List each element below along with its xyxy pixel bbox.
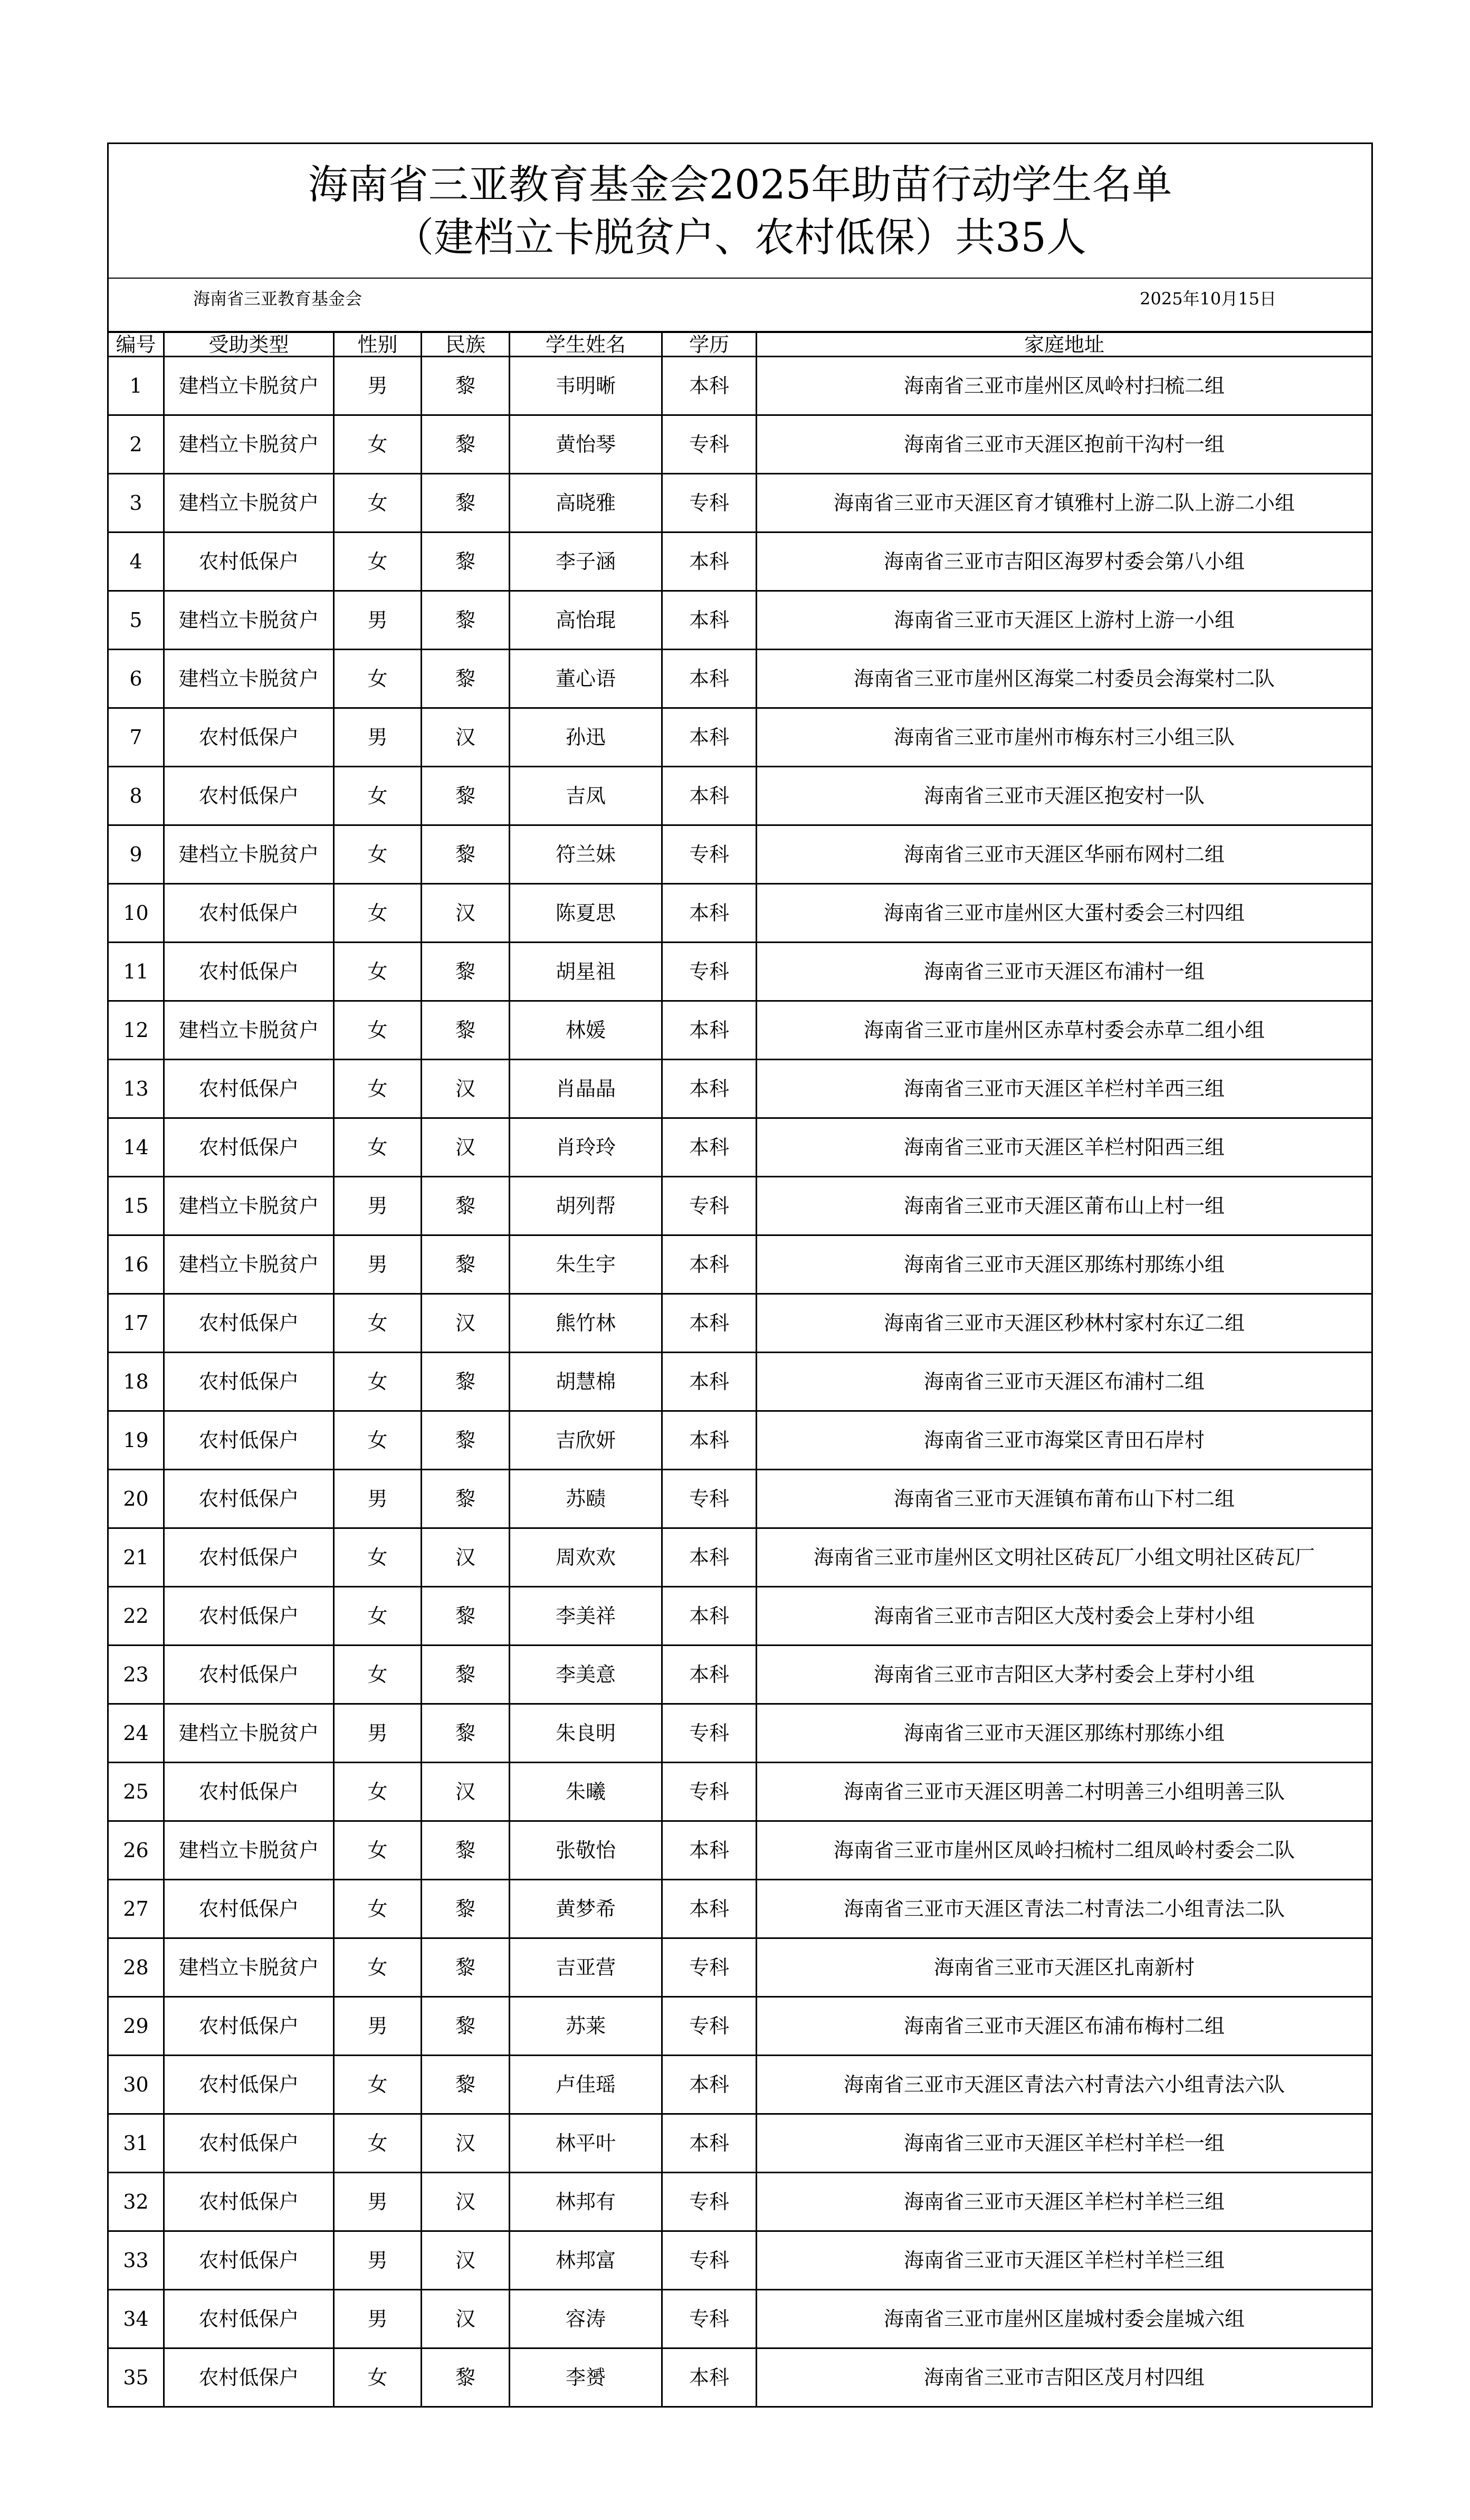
cell-student-name: 卢佳瑶 bbox=[510, 2056, 662, 2114]
cell-gender: 女 bbox=[334, 1294, 422, 1353]
cell-aid-type: 农村低保户 bbox=[164, 767, 334, 825]
cell-education: 本科 bbox=[662, 2114, 757, 2173]
cell-number: 20 bbox=[108, 1470, 164, 1528]
cell-ethnicity: 黎 bbox=[422, 1177, 510, 1235]
cell-number: 19 bbox=[108, 1411, 164, 1470]
cell-gender: 女 bbox=[334, 1646, 422, 1704]
cell-gender: 男 bbox=[334, 1997, 422, 2056]
cell-gender: 女 bbox=[334, 1880, 422, 1938]
cell-address: 海南省三亚市天涯区抱前干沟村一组 bbox=[757, 415, 1372, 474]
cell-aid-type: 农村低保户 bbox=[164, 708, 334, 767]
cell-education: 专科 bbox=[662, 2290, 757, 2348]
cell-ethnicity: 黎 bbox=[422, 532, 510, 591]
cell-aid-type: 建档立卡脱贫户 bbox=[164, 357, 334, 415]
cell-number: 27 bbox=[108, 1880, 164, 1938]
cell-ethnicity: 汉 bbox=[422, 2231, 510, 2290]
table-row bbox=[108, 2231, 1372, 2290]
cell-ethnicity: 黎 bbox=[422, 2056, 510, 2114]
cell-number: 26 bbox=[108, 1821, 164, 1880]
cell-aid-type: 农村低保户 bbox=[164, 1118, 334, 1177]
cell-address: 海南省三亚市天涯区那练村那练小组 bbox=[757, 1704, 1372, 1763]
cell-address: 海南省三亚市天涯区华丽布网村二组 bbox=[757, 825, 1372, 884]
cell-student-name: 肖玲玲 bbox=[510, 1118, 662, 1177]
cell-ethnicity: 黎 bbox=[422, 1997, 510, 2056]
cell-education: 专科 bbox=[662, 1177, 757, 1235]
cell-address: 海南省三亚市天涯区羊栏村羊西三组 bbox=[757, 1060, 1372, 1118]
cell-number: 25 bbox=[108, 1763, 164, 1821]
cell-gender: 男 bbox=[334, 1704, 422, 1763]
cell-number: 5 bbox=[108, 591, 164, 650]
cell-student-name: 韦明晰 bbox=[510, 357, 662, 415]
cell-gender: 女 bbox=[334, 2056, 422, 2114]
cell-address: 海南省三亚市天涯镇布莆布山下村二组 bbox=[757, 1470, 1372, 1528]
cell-student-name: 肖晶晶 bbox=[510, 1060, 662, 1118]
cell-education: 专科 bbox=[662, 1704, 757, 1763]
cell-aid-type: 农村低保户 bbox=[164, 1880, 334, 1938]
cell-number: 10 bbox=[108, 884, 164, 943]
cell-gender: 女 bbox=[334, 767, 422, 825]
cell-student-name: 高怡琨 bbox=[510, 591, 662, 650]
table-row bbox=[108, 1938, 1372, 1997]
cell-aid-type: 建档立卡脱贫户 bbox=[164, 591, 334, 650]
table-row bbox=[108, 884, 1372, 943]
table-row bbox=[108, 357, 1372, 415]
student-list-sheet bbox=[107, 142, 1371, 2408]
header-ethnicity: 民族 bbox=[422, 332, 510, 357]
cell-address: 海南省三亚市天涯区抱安村一队 bbox=[757, 767, 1372, 825]
cell-gender: 女 bbox=[334, 1353, 422, 1411]
cell-address: 海南省三亚市崖州区赤草村委会赤草二组小组 bbox=[757, 1001, 1372, 1060]
cell-student-name: 李美祥 bbox=[510, 1587, 662, 1646]
cell-education: 专科 bbox=[662, 943, 757, 1001]
cell-number: 35 bbox=[108, 2348, 164, 2407]
cell-aid-type: 农村低保户 bbox=[164, 1411, 334, 1470]
cell-student-name: 黄怡琴 bbox=[510, 415, 662, 474]
org-date-row bbox=[108, 278, 1372, 332]
cell-address: 海南省三亚市崖州区文明社区砖瓦厂小组文明社区砖瓦厂 bbox=[757, 1528, 1372, 1587]
cell-gender: 女 bbox=[334, 650, 422, 708]
cell-education: 本科 bbox=[662, 1880, 757, 1938]
cell-number: 8 bbox=[108, 767, 164, 825]
cell-student-name: 黄梦希 bbox=[510, 1880, 662, 1938]
cell-aid-type: 农村低保户 bbox=[164, 943, 334, 1001]
cell-aid-type: 农村低保户 bbox=[164, 2114, 334, 2173]
cell-student-name: 朱良明 bbox=[510, 1704, 662, 1763]
cell-address: 海南省三亚市天涯区秒林村家村东辽二组 bbox=[757, 1294, 1372, 1353]
cell-ethnicity: 黎 bbox=[422, 1704, 510, 1763]
cell-education: 本科 bbox=[662, 884, 757, 943]
header-education: 学历 bbox=[662, 332, 757, 357]
table-row bbox=[108, 1821, 1372, 1880]
cell-aid-type: 建档立卡脱贫户 bbox=[164, 650, 334, 708]
cell-number: 30 bbox=[108, 2056, 164, 2114]
cell-aid-type: 农村低保户 bbox=[164, 1587, 334, 1646]
table-row bbox=[108, 1763, 1372, 1821]
cell-address: 海南省三亚市天涯区羊栏村羊栏三组 bbox=[757, 2173, 1372, 2231]
cell-address: 海南省三亚市崖州区凤岭村扫梳二组 bbox=[757, 357, 1372, 415]
cell-ethnicity: 黎 bbox=[422, 357, 510, 415]
cell-aid-type: 农村低保户 bbox=[164, 1470, 334, 1528]
organization-name: 海南省三亚教育基金会 bbox=[193, 289, 362, 309]
table-row bbox=[108, 1704, 1372, 1763]
table-row bbox=[108, 532, 1372, 591]
cell-address: 海南省三亚市吉阳区大茂村委会上芽村小组 bbox=[757, 1587, 1372, 1646]
cell-address: 海南省三亚市海棠区青田石岸村 bbox=[757, 1411, 1372, 1470]
cell-student-name: 胡星祖 bbox=[510, 943, 662, 1001]
cell-aid-type: 农村低保户 bbox=[164, 1646, 334, 1704]
cell-ethnicity: 黎 bbox=[422, 1411, 510, 1470]
cell-student-name: 朱生宇 bbox=[510, 1235, 662, 1294]
table-row bbox=[108, 474, 1372, 532]
header-gender: 性别 bbox=[334, 332, 422, 357]
cell-aid-type: 建档立卡脱贫户 bbox=[164, 474, 334, 532]
cell-student-name: 陈夏思 bbox=[510, 884, 662, 943]
table-row bbox=[108, 2114, 1372, 2173]
cell-address: 海南省三亚市吉阳区大茅村委会上芽村小组 bbox=[757, 1646, 1372, 1704]
cell-ethnicity: 汉 bbox=[422, 1528, 510, 1587]
cell-education: 本科 bbox=[662, 1235, 757, 1294]
cell-gender: 女 bbox=[334, 1118, 422, 1177]
cell-gender: 女 bbox=[334, 1528, 422, 1587]
cell-ethnicity: 黎 bbox=[422, 1587, 510, 1646]
cell-student-name: 吉欣妍 bbox=[510, 1411, 662, 1470]
cell-ethnicity: 黎 bbox=[422, 2348, 510, 2407]
cell-number: 32 bbox=[108, 2173, 164, 2231]
cell-education: 专科 bbox=[662, 1470, 757, 1528]
cell-number: 16 bbox=[108, 1235, 164, 1294]
cell-number: 13 bbox=[108, 1060, 164, 1118]
cell-student-name: 孙迅 bbox=[510, 708, 662, 767]
table-row bbox=[108, 1411, 1372, 1470]
cell-gender: 女 bbox=[334, 825, 422, 884]
cell-education: 专科 bbox=[662, 415, 757, 474]
cell-number: 11 bbox=[108, 943, 164, 1001]
cell-education: 本科 bbox=[662, 708, 757, 767]
cell-address: 海南省三亚市崖州区大蛋村委会三村四组 bbox=[757, 884, 1372, 943]
table-row bbox=[108, 1118, 1372, 1177]
cell-gender: 女 bbox=[334, 884, 422, 943]
cell-ethnicity: 汉 bbox=[422, 2114, 510, 2173]
cell-education: 专科 bbox=[662, 1938, 757, 1997]
cell-aid-type: 建档立卡脱贫户 bbox=[164, 1821, 334, 1880]
table-row bbox=[108, 767, 1372, 825]
cell-gender: 男 bbox=[334, 1235, 422, 1294]
cell-student-name: 符兰妹 bbox=[510, 825, 662, 884]
cell-gender: 男 bbox=[334, 1177, 422, 1235]
cell-address: 海南省三亚市崖州区海棠二村委员会海棠村二队 bbox=[757, 650, 1372, 708]
cell-address: 海南省三亚市天涯区上游村上游一小组 bbox=[757, 591, 1372, 650]
cell-education: 本科 bbox=[662, 1528, 757, 1587]
list-date: 2025年10月15日 bbox=[1140, 289, 1277, 309]
cell-aid-type: 农村低保户 bbox=[164, 1353, 334, 1411]
table-header-row bbox=[108, 332, 1372, 357]
cell-ethnicity: 汉 bbox=[422, 2173, 510, 2231]
table-row bbox=[108, 825, 1372, 884]
cell-ethnicity: 黎 bbox=[422, 650, 510, 708]
page-title: 海南省三亚教育基金会2025年助苗行动学生名单 bbox=[308, 160, 1172, 208]
cell-number: 34 bbox=[108, 2290, 164, 2348]
cell-aid-type: 建档立卡脱贫户 bbox=[164, 1235, 334, 1294]
cell-address: 海南省三亚市吉阳区海罗村委会第八小组 bbox=[757, 532, 1372, 591]
cell-education: 本科 bbox=[662, 1294, 757, 1353]
table-row bbox=[108, 1001, 1372, 1060]
cell-education: 本科 bbox=[662, 1587, 757, 1646]
cell-aid-type: 建档立卡脱贫户 bbox=[164, 825, 334, 884]
cell-address: 海南省三亚市天涯区布浦布梅村二组 bbox=[757, 1997, 1372, 2056]
cell-number: 1 bbox=[108, 357, 164, 415]
table-row bbox=[108, 1177, 1372, 1235]
cell-gender: 女 bbox=[334, 415, 422, 474]
cell-student-name: 林平叶 bbox=[510, 2114, 662, 2173]
cell-education: 本科 bbox=[662, 1060, 757, 1118]
cell-student-name: 董心语 bbox=[510, 650, 662, 708]
cell-address: 海南省三亚市天涯区青法六村青法六小组青法六队 bbox=[757, 2056, 1372, 2114]
cell-gender: 女 bbox=[334, 943, 422, 1001]
cell-address: 海南省三亚市天涯区莆布山上村一组 bbox=[757, 1177, 1372, 1235]
cell-aid-type: 农村低保户 bbox=[164, 532, 334, 591]
cell-student-name: 朱曦 bbox=[510, 1763, 662, 1821]
cell-education: 本科 bbox=[662, 2056, 757, 2114]
cell-gender: 女 bbox=[334, 1763, 422, 1821]
cell-aid-type: 农村低保户 bbox=[164, 2231, 334, 2290]
cell-number: 6 bbox=[108, 650, 164, 708]
cell-gender: 女 bbox=[334, 1587, 422, 1646]
cell-education: 本科 bbox=[662, 2348, 757, 2407]
cell-gender: 男 bbox=[334, 2173, 422, 2231]
cell-student-name: 吉亚营 bbox=[510, 1938, 662, 1997]
cell-education: 本科 bbox=[662, 591, 757, 650]
cell-ethnicity: 汉 bbox=[422, 1118, 510, 1177]
cell-student-name: 熊竹林 bbox=[510, 1294, 662, 1353]
cell-aid-type: 建档立卡脱贫户 bbox=[164, 415, 334, 474]
cell-number: 9 bbox=[108, 825, 164, 884]
cell-ethnicity: 黎 bbox=[422, 825, 510, 884]
cell-student-name: 容涛 bbox=[510, 2290, 662, 2348]
cell-student-name: 胡慧棉 bbox=[510, 1353, 662, 1411]
cell-address: 海南省三亚市天涯区羊栏村阳西三组 bbox=[757, 1118, 1372, 1177]
cell-education: 本科 bbox=[662, 650, 757, 708]
cell-aid-type: 农村低保户 bbox=[164, 2348, 334, 2407]
table-row bbox=[108, 1997, 1372, 2056]
cell-education: 专科 bbox=[662, 474, 757, 532]
cell-aid-type: 农村低保户 bbox=[164, 2173, 334, 2231]
cell-gender: 男 bbox=[334, 2290, 422, 2348]
cell-education: 本科 bbox=[662, 767, 757, 825]
table-row bbox=[108, 415, 1372, 474]
cell-student-name: 胡列帮 bbox=[510, 1177, 662, 1235]
cell-aid-type: 建档立卡脱贫户 bbox=[164, 1001, 334, 1060]
cell-student-name: 林媛 bbox=[510, 1001, 662, 1060]
cell-student-name: 吉凤 bbox=[510, 767, 662, 825]
table-row bbox=[108, 2290, 1372, 2348]
cell-ethnicity: 黎 bbox=[422, 1470, 510, 1528]
table-row bbox=[108, 1235, 1372, 1294]
table-row bbox=[108, 943, 1372, 1001]
cell-aid-type: 农村低保户 bbox=[164, 884, 334, 943]
cell-student-name: 苏莱 bbox=[510, 1997, 662, 2056]
table-row bbox=[108, 1528, 1372, 1587]
cell-number: 4 bbox=[108, 532, 164, 591]
cell-address: 海南省三亚市天涯区明善二村明善三小组明善三队 bbox=[757, 1763, 1372, 1821]
header-number: 编号 bbox=[108, 332, 164, 357]
cell-address: 海南省三亚市天涯区羊栏村羊栏一组 bbox=[757, 2114, 1372, 2173]
cell-gender: 男 bbox=[334, 2231, 422, 2290]
cell-gender: 女 bbox=[334, 532, 422, 591]
cell-aid-type: 农村低保户 bbox=[164, 1997, 334, 2056]
cell-ethnicity: 黎 bbox=[422, 1646, 510, 1704]
cell-gender: 女 bbox=[334, 1821, 422, 1880]
cell-gender: 女 bbox=[334, 1411, 422, 1470]
cell-ethnicity: 黎 bbox=[422, 767, 510, 825]
cell-number: 21 bbox=[108, 1528, 164, 1587]
table-row bbox=[108, 1470, 1372, 1528]
table-row bbox=[108, 1646, 1372, 1704]
table-row bbox=[108, 708, 1372, 767]
cell-gender: 男 bbox=[334, 357, 422, 415]
table-row bbox=[108, 1587, 1372, 1646]
cell-gender: 女 bbox=[334, 2114, 422, 2173]
cell-aid-type: 建档立卡脱贫户 bbox=[164, 1938, 334, 1997]
cell-number: 15 bbox=[108, 1177, 164, 1235]
cell-ethnicity: 黎 bbox=[422, 591, 510, 650]
page-subtitle: （建档立卡脱贫户、农村低保）共35人 bbox=[394, 213, 1086, 261]
cell-number: 7 bbox=[108, 708, 164, 767]
cell-number: 14 bbox=[108, 1118, 164, 1177]
cell-student-name: 张敬怡 bbox=[510, 1821, 662, 1880]
cell-number: 28 bbox=[108, 1938, 164, 1997]
cell-ethnicity: 黎 bbox=[422, 1938, 510, 1997]
table-row bbox=[108, 1353, 1372, 1411]
cell-aid-type: 建档立卡脱贫户 bbox=[164, 1704, 334, 1763]
cell-number: 3 bbox=[108, 474, 164, 532]
table-row bbox=[108, 2348, 1372, 2407]
cell-education: 专科 bbox=[662, 2231, 757, 2290]
cell-student-name: 林邦有 bbox=[510, 2173, 662, 2231]
cell-address: 海南省三亚市崖州市梅东村三小组三队 bbox=[757, 708, 1372, 767]
table-row bbox=[108, 1880, 1372, 1938]
cell-address: 海南省三亚市天涯区布浦村一组 bbox=[757, 943, 1372, 1001]
cell-education: 本科 bbox=[662, 1646, 757, 1704]
cell-number: 23 bbox=[108, 1646, 164, 1704]
cell-gender: 女 bbox=[334, 474, 422, 532]
cell-number: 12 bbox=[108, 1001, 164, 1060]
cell-gender: 男 bbox=[334, 1470, 422, 1528]
cell-gender: 男 bbox=[334, 591, 422, 650]
header-student-name: 学生姓名 bbox=[510, 332, 662, 357]
table-row bbox=[108, 650, 1372, 708]
cell-ethnicity: 汉 bbox=[422, 884, 510, 943]
cell-student-name: 林邦富 bbox=[510, 2231, 662, 2290]
cell-aid-type: 农村低保户 bbox=[164, 2056, 334, 2114]
cell-education: 本科 bbox=[662, 1353, 757, 1411]
cell-number: 22 bbox=[108, 1587, 164, 1646]
cell-number: 17 bbox=[108, 1294, 164, 1353]
student-table bbox=[107, 142, 1373, 2408]
cell-ethnicity: 黎 bbox=[422, 1880, 510, 1938]
cell-education: 专科 bbox=[662, 1763, 757, 1821]
cell-ethnicity: 黎 bbox=[422, 1001, 510, 1060]
table-row bbox=[108, 2173, 1372, 2231]
cell-student-name: 周欢欢 bbox=[510, 1528, 662, 1587]
cell-ethnicity: 黎 bbox=[422, 1821, 510, 1880]
cell-gender: 女 bbox=[334, 1060, 422, 1118]
cell-gender: 女 bbox=[334, 1001, 422, 1060]
cell-student-name: 李子涵 bbox=[510, 532, 662, 591]
cell-aid-type: 农村低保户 bbox=[164, 1763, 334, 1821]
cell-aid-type: 农村低保户 bbox=[164, 1060, 334, 1118]
table-row bbox=[108, 1060, 1372, 1118]
cell-aid-type: 农村低保户 bbox=[164, 2290, 334, 2348]
cell-number: 33 bbox=[108, 2231, 164, 2290]
cell-address: 海南省三亚市天涯区扎南新村 bbox=[757, 1938, 1372, 1997]
cell-number: 24 bbox=[108, 1704, 164, 1763]
cell-gender: 女 bbox=[334, 2348, 422, 2407]
cell-education: 本科 bbox=[662, 1821, 757, 1880]
cell-address: 海南省三亚市天涯区育才镇雅村上游二队上游二小组 bbox=[757, 474, 1372, 532]
cell-ethnicity: 汉 bbox=[422, 1763, 510, 1821]
cell-student-name: 苏赜 bbox=[510, 1470, 662, 1528]
cell-address: 海南省三亚市天涯区布浦村二组 bbox=[757, 1353, 1372, 1411]
cell-education: 本科 bbox=[662, 1411, 757, 1470]
header-address: 家庭地址 bbox=[757, 332, 1372, 357]
cell-education: 本科 bbox=[662, 532, 757, 591]
cell-address: 海南省三亚市天涯区羊栏村羊栏三组 bbox=[757, 2231, 1372, 2290]
cell-education: 专科 bbox=[662, 1997, 757, 2056]
cell-number: 29 bbox=[108, 1997, 164, 2056]
cell-ethnicity: 黎 bbox=[422, 415, 510, 474]
cell-number: 18 bbox=[108, 1353, 164, 1411]
cell-education: 专科 bbox=[662, 825, 757, 884]
cell-number: 31 bbox=[108, 2114, 164, 2173]
cell-address: 海南省三亚市崖州区崖城村委会崖城六组 bbox=[757, 2290, 1372, 2348]
cell-ethnicity: 黎 bbox=[422, 474, 510, 532]
cell-ethnicity: 黎 bbox=[422, 943, 510, 1001]
cell-address: 海南省三亚市崖州区凤岭扫梳村二组凤岭村委会二队 bbox=[757, 1821, 1372, 1880]
cell-ethnicity: 汉 bbox=[422, 2290, 510, 2348]
table-row bbox=[108, 2056, 1372, 2114]
cell-ethnicity: 汉 bbox=[422, 708, 510, 767]
cell-education: 本科 bbox=[662, 357, 757, 415]
title-block bbox=[108, 144, 1372, 279]
cell-address: 海南省三亚市天涯区那练村那练小组 bbox=[757, 1235, 1372, 1294]
table-row bbox=[108, 1294, 1372, 1353]
cell-student-name: 李美意 bbox=[510, 1646, 662, 1704]
cell-education: 本科 bbox=[662, 1001, 757, 1060]
cell-aid-type: 建档立卡脱贫户 bbox=[164, 1177, 334, 1235]
header-aid-type: 受助类型 bbox=[164, 332, 334, 357]
cell-gender: 男 bbox=[334, 708, 422, 767]
table-row bbox=[108, 591, 1372, 650]
cell-address: 海南省三亚市天涯区青法二村青法二小组青法二队 bbox=[757, 1880, 1372, 1938]
cell-address: 海南省三亚市吉阳区茂月村四组 bbox=[757, 2348, 1372, 2407]
cell-education: 本科 bbox=[662, 1118, 757, 1177]
cell-ethnicity: 黎 bbox=[422, 1235, 510, 1294]
cell-aid-type: 农村低保户 bbox=[164, 1528, 334, 1587]
cell-student-name: 李赟 bbox=[510, 2348, 662, 2407]
cell-student-name: 高晓雅 bbox=[510, 474, 662, 532]
cell-gender: 女 bbox=[334, 1938, 422, 1997]
cell-ethnicity: 汉 bbox=[422, 1294, 510, 1353]
cell-ethnicity: 汉 bbox=[422, 1060, 510, 1118]
cell-education: 专科 bbox=[662, 2173, 757, 2231]
cell-aid-type: 农村低保户 bbox=[164, 1294, 334, 1353]
cell-ethnicity: 黎 bbox=[422, 1353, 510, 1411]
cell-number: 2 bbox=[108, 415, 164, 474]
